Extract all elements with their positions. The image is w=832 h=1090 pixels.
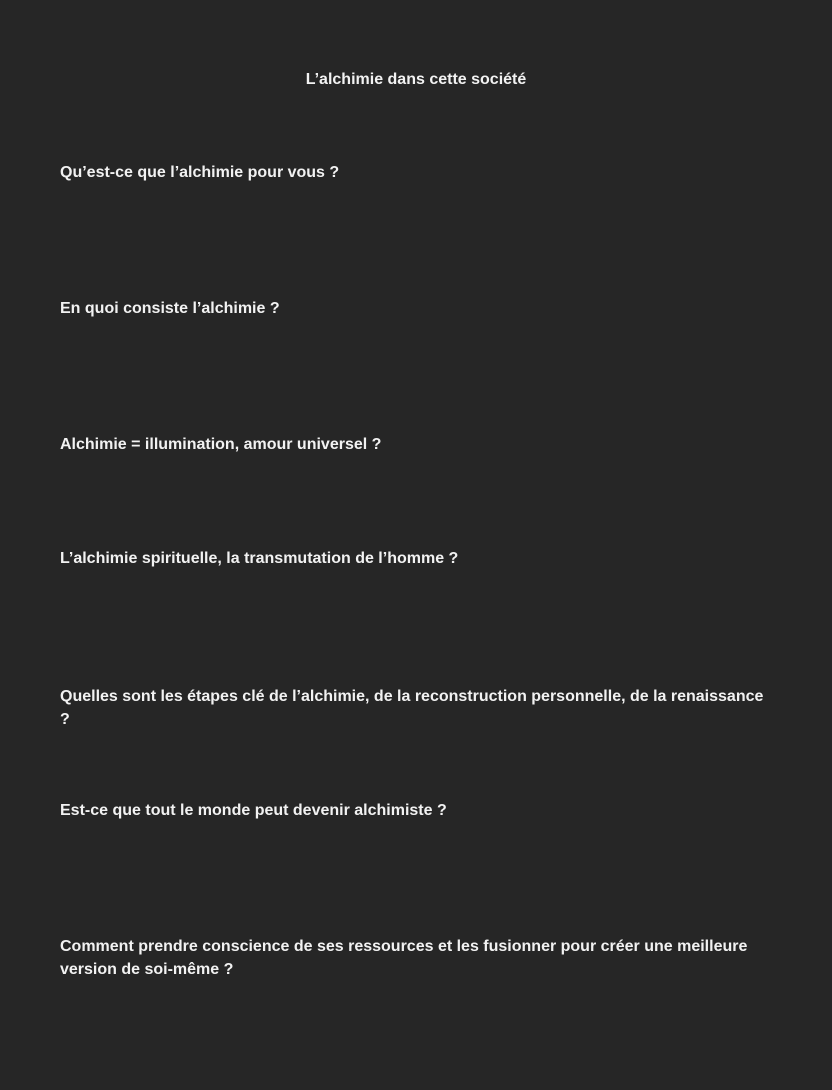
- question-4: L’alchimie spirituelle, la transmutation de l’homme ?: [60, 550, 459, 567]
- question-7: Comment prendre conscience de ses ressources et les fusionner pour créer une meilleure version de soi-même ?: [60, 938, 748, 978]
- question-1: Qu’est-ce que l’alchimie pour vous ?: [60, 164, 340, 181]
- question-3: Alchimie = illumination, amour universel ?: [60, 436, 382, 453]
- question-2: En quoi consiste l’alchimie ?: [60, 300, 280, 317]
- question-6: Est-ce que tout le monde peut devenir alchimiste ?: [60, 802, 447, 819]
- question-5: Quelles sont les étapes clé de l’alchimie, de la reconstruction personnelle, de la renaissance ?: [60, 688, 764, 728]
- document-title: L’alchimie dans cette société: [305, 71, 527, 88]
